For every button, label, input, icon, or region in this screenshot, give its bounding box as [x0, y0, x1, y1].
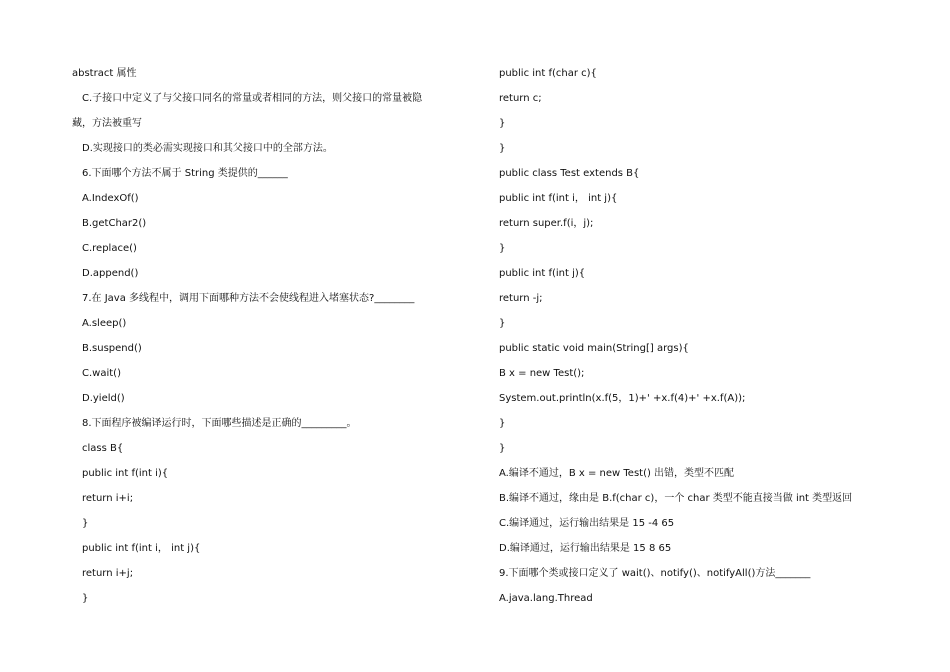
code-line: public int f(int j){: [499, 268, 586, 279]
option-c: C.编译通过，运行输出结果是 15 -4 65: [499, 518, 675, 529]
option-b: B.getChar2(): [82, 218, 147, 229]
option-c: C.replace(): [82, 243, 137, 254]
option-a: A.java.lang.Thread: [499, 593, 593, 604]
option-a: A.IndexOf(): [82, 193, 139, 204]
code-line: }: [82, 518, 89, 529]
code-line: class B{: [82, 443, 124, 454]
text-line: abstract 属性: [72, 68, 137, 79]
question-8: 8.下面程序被编译运行时，下面哪些描述是正确的_________。: [82, 418, 357, 429]
code-line: public int f(char c){: [499, 68, 597, 79]
code-line: }: [499, 243, 506, 254]
question-6: 6.下面哪个方法不属于 String 类提供的______: [82, 168, 288, 179]
code-line: }: [499, 118, 506, 129]
option-a: A.sleep(): [82, 318, 127, 329]
option-d: D.append(): [82, 268, 139, 279]
code-line: }: [499, 418, 506, 429]
option-b: B.编译不通过，缘由是 B.f(char c)，一个 char 类型不能直接当做 int 类型返回: [499, 493, 853, 504]
option-b: B.suspend(): [82, 343, 142, 354]
code-line: B x = new Test();: [499, 368, 585, 379]
code-line: }: [499, 443, 506, 454]
code-line: public int f(int i， int j){: [499, 193, 618, 204]
option-c: C.wait(): [82, 368, 121, 379]
question-7: 7.在 Java 多线程中，调用下面哪种方法不会使线程进入堵塞状态?________: [82, 293, 415, 304]
code-line: return i+i;: [82, 493, 134, 504]
option-d-interface: D.实现接口的类必需实现接口和其父接口中的全部方法。: [82, 143, 333, 154]
option-d: D.yield(): [82, 393, 125, 404]
text-line: 藏，方法被重写: [72, 118, 142, 129]
question-9: 9.下面哪个类或接口定义了 wait()、notify()、notifyAll()方法_______: [499, 568, 811, 579]
code-line: return i+j;: [82, 568, 134, 579]
code-line: }: [499, 143, 506, 154]
code-line: public int f(int i){: [82, 468, 169, 479]
code-line: public int f(int i， int j){: [82, 543, 201, 554]
code-line: return -j;: [499, 293, 543, 304]
option-c-interface: C.子接口中定义了与父接口同名的常量或者相同的方法，则父接口的常量被隐: [82, 93, 423, 104]
code-line: System.out.println(x.f(5，1)+' +x.f(4)+' +x.f(A));: [499, 393, 746, 404]
option-a: A.编译不通过，B x = new Test() 出错，类型不匹配: [499, 468, 735, 479]
code-line: }: [499, 318, 506, 329]
code-line: }: [82, 593, 89, 604]
code-line: return super.f(i，j);: [499, 218, 594, 229]
code-line: public static void main(String[] args){: [499, 343, 689, 354]
option-d: D.编译通过，运行输出结果是 15 8 65: [499, 543, 672, 554]
code-line: return c;: [499, 93, 542, 104]
code-line: public class Test extends B{: [499, 168, 640, 179]
